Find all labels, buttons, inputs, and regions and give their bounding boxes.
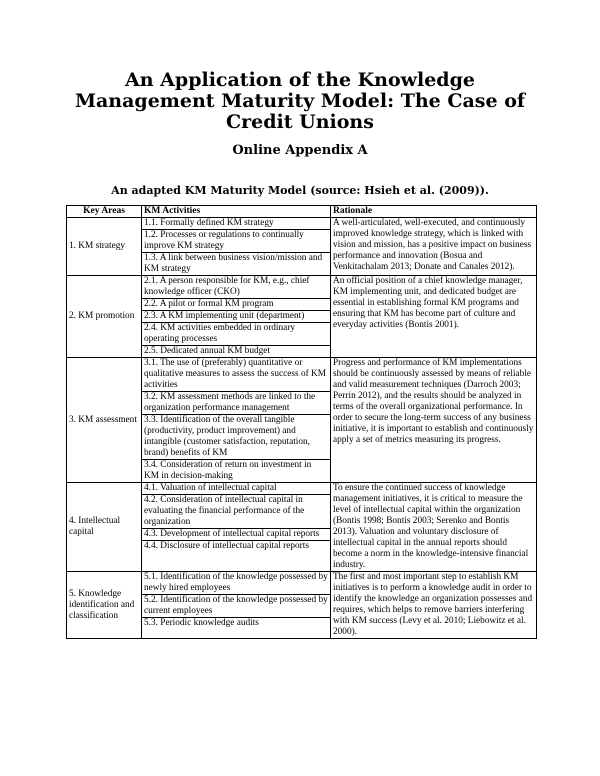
activity-item: 4.2. Consideration of intellectual capital in evaluating the financial performance of the organization xyxy=(142,495,330,529)
activity-item: 2.5. Dedicated annual KM budget xyxy=(144,346,270,356)
activity-item: 3.2. KM assessment methods are linked to the organization performance management xyxy=(142,392,330,415)
key-area-cell: 5. Knowledge identification and classification xyxy=(67,572,142,639)
table-row xyxy=(67,276,537,358)
activity-item: 3.4. Consideration of return on investment in KM in decision-making xyxy=(144,460,312,481)
activity-item: 2.2. A pilot or formal KM program xyxy=(142,299,330,311)
activity-item: 1.1. Formally defined KM strategy xyxy=(142,218,330,230)
activities-cell xyxy=(142,276,331,358)
activities-cell xyxy=(142,483,331,572)
activity-item: 5.1. Identification of the knowledge possessed by newly hired employees xyxy=(142,572,330,595)
rationale-cell: An official position of a chief knowledge manager, KM implementing unit, and dedicated budget are essential in establishing formal KM programs and ensuring that KM has become part of culture and everyday activities (Bontis 2001). xyxy=(331,276,537,358)
header-rationale: Rationale xyxy=(331,206,537,218)
table-row xyxy=(67,483,537,572)
rationale-cell: Progress and performance of KM implementations should be continuously assessed by means of reliable and valid measurement techniques (Darroch 2003; Perrin 2012), and the results should be analyzed in terms of the overall organizational performance. In order to secure the long-term success of any business initiative, it is important to establish and continuously apply a set of metrics measuring its progress. xyxy=(331,358,537,483)
activity-item: 1.2. Processes or regulations to continually improve KM strategy xyxy=(142,230,330,253)
rationale-cell: A well-articulated, well-executed, and continuously improved knowledge strategy, which is linked with vision and mission, has a positive impact on business performance and innovation (Bosua and Venkitachalam 2013; Donate and Canales 2012). xyxy=(331,218,537,276)
activity-item: 2.4. KM activities embedded in ordinary operating processes xyxy=(142,323,330,346)
km-maturity-table xyxy=(66,205,537,639)
table-row xyxy=(67,218,537,276)
document-title: An Application of the Knowledge Management Maturity Model: The Case of Credit Unions xyxy=(74,69,526,133)
activity-item: 4.1. Valuation of intellectual capital xyxy=(142,483,330,495)
table-row xyxy=(67,358,537,483)
activity-item: 2.1. A person responsible for KM, e.g., chief knowledge officer (CKO) xyxy=(142,276,330,299)
key-area-cell: 4. Intellectual capital xyxy=(67,483,142,572)
table-row xyxy=(67,572,537,639)
activities-cell xyxy=(142,572,331,639)
activity-item: 4.3. Development of intellectual capital reports xyxy=(142,529,330,541)
header-km-activities: KM Activities xyxy=(142,206,331,218)
activity-item: 5.3. Periodic knowledge audits xyxy=(144,618,259,628)
table-header-row xyxy=(67,206,537,218)
key-area-cell: 2. KM promotion xyxy=(67,276,142,358)
activities-cell xyxy=(142,218,331,276)
document-subtitle: Online Appendix A xyxy=(232,143,368,158)
activities-cell xyxy=(142,358,331,483)
activity-item: 3.3. Identification of the overall tangible (productivity, product improvement) and intangible (customer satisfaction, reputation, brand) benefits of KM xyxy=(142,415,330,460)
header-key-areas: Key Areas xyxy=(67,206,142,218)
activity-item: 1.3. A link between business vision/mission and KM strategy xyxy=(144,253,323,274)
key-area-cell: 1. KM strategy xyxy=(67,218,142,276)
table-caption: An adapted KM Maturity Model (source: Hsieh et al. (2009)). xyxy=(111,184,489,197)
activity-item: 4.4. Disclosure of intellectual capital reports xyxy=(144,541,309,551)
activity-item: 5.2. Identification of the knowledge possessed by current employees xyxy=(142,595,330,618)
rationale-cell: To ensure the continued success of knowledge management initiatives, it is critical to measure the level of intellectual capital within the organization (Bontis 1998; Bontis 2003; Serenko and Bontis 2013). Valuation and voluntary disclosure of intellectual capital in the annual reports should become a norm in the knowledge-intensive financial industry. xyxy=(331,483,537,572)
activity-item: 3.1. The use of (preferably) quantitative or qualitative measures to assess the success of KM activities xyxy=(142,358,330,392)
activity-item: 2.3. A KM implementing unit (department) xyxy=(142,311,330,323)
rationale-cell: The first and most important step to establish KM initiatives is to perform a knowledge audit in order to identify the knowledge an organization possesses and requires, which helps to remove barriers interfering with KM success (Levy et al. 2010; Liebowitz et al. 2000). xyxy=(331,572,537,639)
key-area-cell: 3. KM assessment xyxy=(67,358,142,483)
